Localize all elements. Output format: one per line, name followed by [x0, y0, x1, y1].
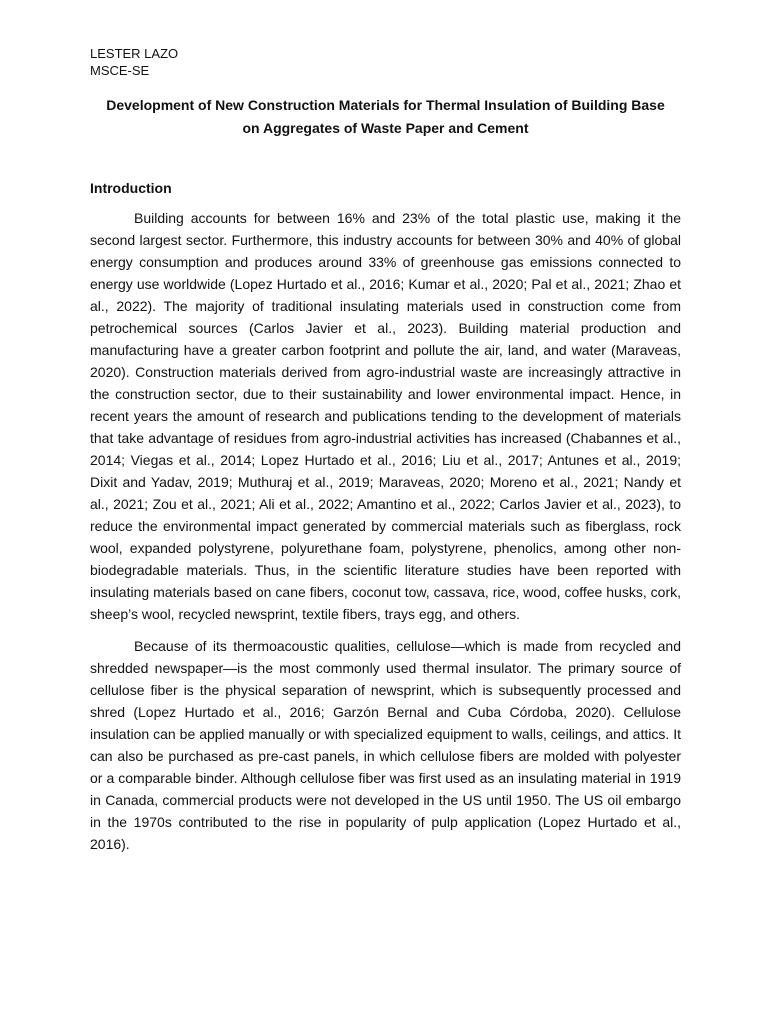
introduction-paragraph-2: Because of its thermoacoustic qualities, cellulose—which is made from recycled and shredded newspaper—is the most commonly used thermal insulator. The primary source of cellulose fiber is the physical separation of newsprint, which is subsequently processed and shred (Lopez Hurtado et al., 2016; Garzón Bernal and Cuba Córdoba, 2020). Cellulose insulation can be applied manually or with specialized equipment to walls, ceilings, and attics. It can also be purchased as pre-cast panels, in which cellulose fibers are molded with polyester or a comparable binder. Although cellulose fiber was first used as an insulating material in 1919 in Canada, commercial products were not developed in the US until 1950. The US oil embargo in the 1970s contributed to the rise in popularity of pulp application (Lopez Hurtado et al., 2016). — [90, 638, 681, 852]
document-title — [90, 94, 681, 140]
author-block — [90, 45, 681, 79]
introduction-paragraph-1: Building accounts for between 16% and 23% of the total plastic use, making it the second largest sector. Furthermore, this industry accounts for between 30% and 40% of global energy consumption and produces around 33% of greenhouse gas emissions connected to energy use worldwide (Lopez Hurtado et al., 2016; Kumar et al., 2020; Pal et al., 2021; Zhao et al., 2022). The majority of traditional insulating materials used in construction come from petrochemical sources (Carlos Javier et al., 2023). Building material production and manufacturing have a greater carbon footprint and pollute the air, land, and water (Maraveas, 2020). Construction materials derived from agro-industrial waste are increasingly attractive in the construction sector, due to their sustainability and lower environmental impact. Hence, in recent years the amount of research and publications tending to the development of materials that take advantage of residues from agro-industrial activities has increased (Chabannes et al., 2014; Viegas et al., 2014; Lopez Hurtado et al., 2016; Liu et al., 2017; Antunes et al., 2019; Dixit and Yadav, 2019; Muthuraj et al., 2019; Maraveas, 2020; Moreno et al., 2021; Nandy et al., 2021; Zou et al., 2021; Ali et al., 2022; Amantino et al., 2022; Carlos Javier et al., 2023), to reduce the environmental impact generated by commercial materials such as fiberglass, rock wool, expanded polystyrene, polyurethane foam, polystyrene, phenolics, among other non-biodegradable materials. Thus, in the scientific literature studies have been reported with insulating materials based on cane fibers, coconut tow, cassava, rice, wood, coffee husks, cork, sheep’s wool, recycled newsprint, textile fibers, trays egg, and others. — [90, 210, 681, 622]
title-line-2: on Aggregates of Waste Paper and Cement — [242, 120, 529, 136]
program-label: MSCE-SE — [90, 63, 150, 78]
author-name: LESTER LAZO — [90, 46, 179, 61]
introduction-heading: Introduction — [90, 180, 172, 196]
title-line-1: Development of New Construction Materials for Thermal Insulation of Building Base — [106, 97, 665, 113]
